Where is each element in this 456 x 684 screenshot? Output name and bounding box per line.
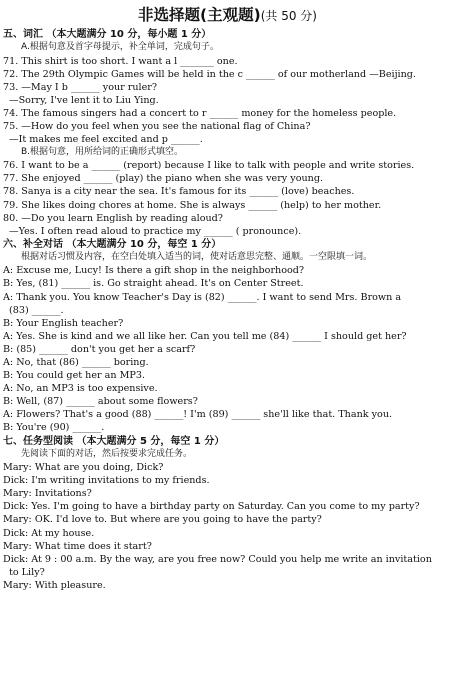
question-line: A: Yes. She is kind and we all like her. Can you tell me (84) ______ I should get her? [3,330,407,342]
question-line: 80. —Do you learn English by reading aloud? [3,212,223,224]
question-line: 76. I want to be a ______ (report) because I like to talk with people and write stories. [3,160,415,172]
question-line: Mary: OK. I'd love to. But where are you going to have the party? [3,514,322,526]
question-line: —Sorry, I've lent it to Liu Ying. [9,94,159,106]
question-line: 78. Sanya is a city near the sea. It's famous for its ______ (love) beaches. [3,186,355,198]
question-line: Mary: What time does it start? [3,540,152,552]
question-line: (83) ______. [9,304,64,316]
question-line: —Yes. I often read aloud to practice my ______ ( pronounce). [9,225,302,237]
question-line: 72. The 29th Olympic Games will be held in the c ______ of our motherland —Beijing. [3,68,416,80]
question-line: 73. —May I b ______ your ruler? [3,81,158,93]
question-line: Mary: With pleasure. [3,579,106,591]
question-line: Dick: Yes. I'm going to have a birthday party on Saturday. Can you come to my party? [3,501,420,513]
section-heading: 五、词汇 （本大题满分 10 分，每小题 1 分） [3,29,212,40]
question-line: A: No, an MP3 is too expensive. [3,383,158,395]
question-line: B: Well, (87) ______ about some flowers? [3,396,198,408]
question-line: A: Flowers? That's a good (88) ______! I'm (89) ______ she'll like that. Thank you. [3,409,393,421]
question-line: 77. She enjoyed ______ (play) the piano when she was very young. [3,173,324,185]
question-line: A: Thank you. You know Teacher's Day is (82) ______. I want to send Mrs. Brown a [3,291,402,303]
question-line: B: Yes, (81) ______ is. Go straight ahead. It's on Center Street. [3,278,304,290]
exam-content [3,28,452,592]
section-heading: 七、任务型阅读 （本大题满分 5 分，每空 1 分） [3,435,225,447]
question-line: Mary: What are you doing, Dick? [3,462,164,474]
section-heading: 六、补全对话 （本大题满分 10 分，每空 1 分） [3,238,222,250]
question-line: A: No, that (86) ______ boring. [3,356,149,368]
question-line: 79. She likes doing chores at home. She is always ______ (help) to her mother. [3,199,382,211]
question-line: Dick: At my house. [3,527,95,539]
instruction-text: 先阅读下面的对话，然后按要求完成任务。 [21,448,193,459]
question-line: 71. This shirt is too short. I want a l _______ one. [3,55,238,67]
question-line: B: You could get her an MP3. [3,370,146,382]
question-line: 74. The famous singers had a concert to r ______ money for the homeless people. [3,107,397,119]
instruction-text: A.根据句意及首字母提示，补全单词，完成句子。 [21,42,219,53]
question-line: to Lily? [9,566,45,578]
instruction-text: 根据对话习惯及内容，在空白处填入适当的词，使对话意思完整、通顺。一空限填一词。 [21,252,373,263]
question-line: B: Your English teacher? [3,317,124,329]
question-line: A: Excuse me, Lucy! Is there a gift shop in the neighborhood? [3,265,305,277]
question-line: 75. —How do you feel when you see the national flag of China? [3,120,311,132]
question-line: Dick: At 9 : 00 a.m. By the way, are you free now? Could you help me write an invitation [3,553,432,565]
question-line: B: You're (90) ______. [3,422,105,434]
page-title [3,4,452,27]
instruction-text: B.根据句意，用所给词的正确形式填空。 [21,147,184,158]
question-line: B: (85) ______ don't you get her a scarf? [3,343,196,355]
question-line: Dick: I'm writing invitations to my friends. [3,475,210,487]
title-score: (共 50 分) [260,9,317,23]
question-line: —It makes me feel excited and p ______. [9,134,203,146]
question-line: Mary: Invitations? [3,488,92,500]
title-main: 非选择题(主观题) [138,6,261,24]
